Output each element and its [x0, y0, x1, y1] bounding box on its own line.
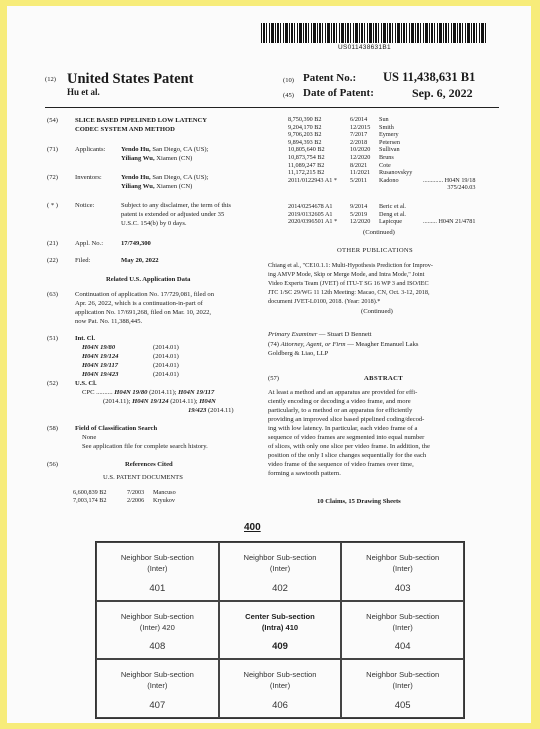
- citation-row: 10,873,754 B2 12/2020 Bruns: [288, 153, 394, 161]
- citation-row: 11,089,247 B2 8/2021 Cote: [288, 161, 391, 169]
- grid-cell: [219, 542, 342, 601]
- inventor-short: Hu et al.: [67, 87, 100, 97]
- citation-row: 9,894,393 B2 2/2018 Petersen: [288, 138, 400, 146]
- citation-row: 2019/0132605 A1 5/2019 Deng et al.: [288, 210, 406, 218]
- applicant-loc-2: Xiamen (CN): [156, 155, 193, 162]
- notice-label: Notice:: [75, 202, 95, 209]
- cell-label: Neighbor Sub-section (Inter) 420: [120, 611, 194, 632]
- grid-cell: [96, 659, 219, 718]
- patent-number: US 11,438,631 B1: [383, 70, 476, 84]
- int-cl-code-3: H04N 19/117: [82, 362, 119, 369]
- inventor-name-1: Yendo Hu,: [121, 174, 151, 181]
- publication-line1: Chiang et al., "CE10.1.1: Multi-Hypothesis Prediction for Improv-: [268, 262, 433, 269]
- continuation-line1: Continuation of application No. 17/729,081, filed on: [75, 291, 214, 298]
- cell-label: Neighbor Sub-section (Inter): [243, 553, 317, 573]
- applicant-loc-1: San Diego, CA (US);: [152, 146, 209, 153]
- citation-row: 8,750,390 B2 6/2014 Sun: [288, 116, 389, 123]
- code-51: (51): [47, 335, 58, 342]
- citation-row: 6,600,839 B2 7/2003 Mancuso: [73, 489, 176, 496]
- citation-row: 7,003,174 B2 2/2006 Kryukov: [73, 496, 175, 504]
- attorney-line1: (74) Attorney, Agent, or Firm — Meagher Emanuel Laks: [268, 341, 419, 348]
- invention-title-line2: CODEC SYSTEM AND METHOD: [75, 126, 175, 133]
- cell-number: 407: [149, 700, 166, 711]
- cell-number: 401: [149, 582, 166, 594]
- continuation-line3: application No. 17/691,268, filed on Mar. 10, 2022,: [75, 309, 212, 316]
- grid-cell: [341, 542, 464, 601]
- cell-label: Neighbor Sub-section (Inter): [366, 553, 440, 573]
- cell-label: Center Sub-section (Intra) 410: [245, 611, 315, 632]
- right-citations-2: [288, 203, 477, 226]
- abstract-line4: providing an improved slice based pipelined coding/decod-: [268, 416, 425, 423]
- cell-number: 404: [394, 641, 411, 653]
- cell-number: 402: [272, 582, 288, 594]
- publication-line5: document JVET-L0100, 2018. (Year: 2018).*: [268, 298, 381, 305]
- cpc-line1: CPC .......... H04N 19/80 (2014.11); H04N 19/117: [82, 389, 215, 396]
- code-57: (57): [268, 375, 279, 382]
- cell-label: Neighbor Sub-section (Inter): [366, 611, 440, 632]
- citation-row: 2014/0254678 A1 9/2014 Beric et al.: [288, 203, 406, 210]
- int-cl-ver-4: (2014.01): [153, 371, 179, 378]
- cell-label: Neighbor Sub-section (Inter): [120, 553, 194, 573]
- cell-number: 406: [272, 700, 288, 711]
- references-label: References Cited: [125, 461, 173, 468]
- right-citations: [288, 116, 477, 192]
- applicants-label: Applicants:: [75, 146, 106, 153]
- abstract-line2: ciently encoding or decoding a video frame, and more: [268, 398, 411, 405]
- abstract-line5: ing with low latency. In particular, each video frame of a: [268, 425, 418, 432]
- code-54: (54): [47, 117, 58, 124]
- patent-page: [7, 6, 531, 723]
- field-search-note: See application file for complete search history.: [82, 443, 208, 450]
- code-52: (52): [47, 380, 58, 387]
- abstract-line10: forming a sawtooth pattern.: [268, 470, 341, 477]
- publication-line3: Video Experts Team (JVET) of ITU-T SG 16 WP 3 and ISO/IEC: [268, 280, 429, 287]
- continuation-line2: Apr. 26, 2022, which is a continuation-in-part of: [75, 300, 203, 307]
- cpc-line2: (2014.11); H04N 19/124 (2014.11); H04N: [103, 398, 216, 405]
- notice-line3: U.S.C. 154(b) by 0 days.: [121, 220, 187, 227]
- primary-examiner: Primary Examiner — Stuart D Bennett: [268, 331, 372, 338]
- abstract-line7: of slices, with only one slice per video frame. In addition, the: [268, 443, 430, 450]
- citation-row: 10,805,640 B2 10/2020 Sullivan: [288, 146, 400, 154]
- code-22: (22): [47, 257, 58, 264]
- inventor-loc-1: San Diego, CA (US);: [152, 174, 209, 181]
- int-cl-code-2: H04N 19/124: [82, 353, 119, 360]
- continued-2: (Continued): [361, 308, 393, 315]
- citation-row: 2020/0396501 A1 * 12/2020 Lapicque ......... H04N 21/4781: [288, 218, 476, 226]
- cell-number: 408: [149, 641, 166, 653]
- code-21: (21): [47, 240, 58, 247]
- abstract-heading: ABSTRACT: [364, 375, 404, 382]
- header-rule: [45, 107, 499, 108]
- applicant-name-1: Yendo Hu,: [121, 146, 151, 153]
- continued-1: (Continued): [363, 229, 395, 236]
- cell-number: 403: [394, 582, 411, 594]
- abstract-line1: At least a method and an apparatus are provided for effi-: [268, 389, 418, 396]
- applicant-name-2: Yiliang Wu,: [121, 155, 155, 162]
- grid-cell: [341, 601, 464, 660]
- barcode-text: US011438631B1: [338, 44, 391, 51]
- cell-label: Neighbor Sub-section (Inter): [243, 670, 317, 691]
- claims-summary: 10 Claims, 15 Drawing Sheets: [317, 498, 401, 505]
- us-cl-label: U.S. Cl.: [75, 380, 97, 387]
- citation-row: 2011/0122943 A1 * 5/2011 Kadono ............. H04N 19/18: [288, 176, 476, 184]
- barcode: [261, 23, 487, 43]
- cell-number: 405: [394, 700, 411, 711]
- appl-no-label: Appl. No.:: [75, 240, 104, 247]
- int-cl-ver-3: (2014.01): [153, 362, 179, 369]
- code-45: (45): [283, 92, 294, 99]
- grid-cell: [96, 542, 219, 601]
- field-search-none: None: [82, 434, 97, 441]
- citation-row: 11,172,215 B2 11/2021 Rusanovskyy: [288, 169, 413, 177]
- continuation-line4: now Pat. No. 11,388,445.: [75, 318, 143, 325]
- other-pubs-heading: OTHER PUBLICATIONS: [337, 247, 413, 254]
- int-cl-label: Int. Cl.: [75, 335, 95, 342]
- patent-title: United States Patent: [67, 71, 194, 87]
- grid-cell: [219, 659, 342, 718]
- publication-line4: JTC 1/SC 29/WG 11 12th Meeting: Macao, CN, Oct. 3-12, 2018,: [268, 289, 430, 296]
- subsection-grid: [95, 541, 465, 719]
- int-cl-code-1: H04N 19/80: [82, 344, 116, 351]
- inventor-loc-2: Xiamen (CN): [156, 183, 193, 190]
- attorney-line2: Goldberg & Liao, LLP: [268, 350, 329, 357]
- field-search-label: Field of Classification Search: [75, 425, 158, 432]
- abstract-line3: particularly, to a method or an apparatus for efficiently: [268, 407, 413, 414]
- us-docs-heading: U.S. PATENT DOCUMENTS: [103, 474, 183, 481]
- appl-no-value: 17/749,300: [121, 240, 151, 247]
- filed-value: May 20, 2022: [121, 257, 159, 264]
- figure-label: 400: [244, 522, 261, 533]
- patent-date: Sep. 6, 2022: [412, 86, 473, 100]
- grid-cell: [341, 659, 464, 718]
- code-72: (72): [47, 174, 58, 181]
- code-58: (58): [47, 425, 58, 432]
- abstract-line6: sequence of video frames are segmented into equal number: [268, 434, 425, 441]
- publication-line2: ing AMVP Mode, Skip or Merge Mode, and Intra Mode," Joint: [268, 271, 425, 278]
- center-cell: [219, 601, 342, 660]
- code-63: (63): [47, 291, 58, 298]
- abstract-line9: video frame of the sequence of video frames over time,: [268, 461, 414, 468]
- cell-label: Neighbor Sub-section (Inter): [120, 670, 194, 691]
- code-12: (12): [45, 76, 56, 83]
- code-56: (56): [47, 461, 58, 468]
- inventors-label: Inventors:: [75, 174, 102, 181]
- int-cl-code-4: H04N 19/423: [82, 371, 119, 378]
- abstract-line8: position of the only I slice changes sequentially for the each: [268, 452, 427, 459]
- notice-line2: patent is extended or adjusted under 35: [121, 211, 225, 218]
- citation-row: 375/240.03: [447, 184, 476, 192]
- citation-row: 9,706,203 B2 7/2017 Eymery: [288, 131, 399, 139]
- cell-number: 409: [272, 641, 288, 653]
- cpc-line3: 19/423 (2014.11): [188, 407, 234, 414]
- code-notice: ( * ): [47, 202, 58, 209]
- citation-row: 9,204,170 B2 12/2015 Smith: [288, 123, 394, 131]
- code-71: (71): [47, 146, 58, 153]
- related-data-heading: Related U.S. Application Data: [106, 276, 191, 283]
- code-10: (10): [283, 77, 294, 84]
- inventor-name-2: Yiliang Wu,: [121, 183, 155, 190]
- patent-no-label: Patent No.:: [303, 72, 357, 84]
- filed-label: Filed:: [75, 257, 91, 264]
- notice-line1: Subject to any disclaimer, the term of this: [121, 202, 231, 209]
- date-label: Date of Patent:: [303, 87, 374, 99]
- int-cl-ver-1: (2014.01): [153, 344, 179, 351]
- invention-title-line1: SLICE BASED PIPELINED LOW LATENCY: [75, 117, 208, 124]
- cell-label: Neighbor Sub-section (Inter): [366, 670, 440, 691]
- left-citations: [73, 489, 178, 504]
- int-cl-ver-2: (2014.01): [153, 353, 179, 360]
- grid-cell: [96, 601, 219, 660]
